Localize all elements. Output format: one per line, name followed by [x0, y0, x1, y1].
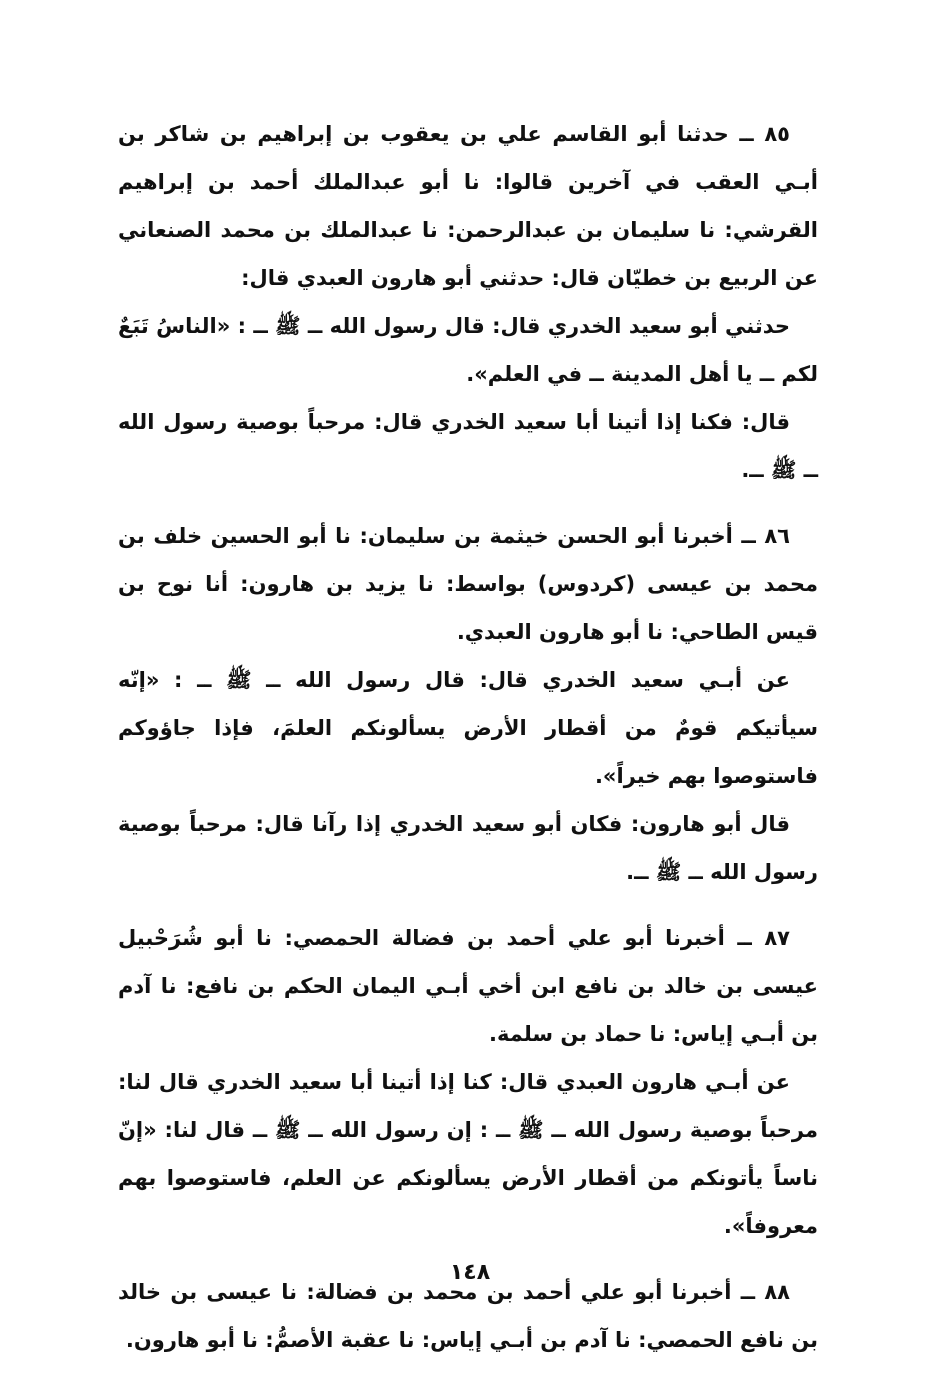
paragraph-hadith-87-isnad: ٨٧ ــ أخبرنا أبو علي أحمد بن فضالة الحمصي: نا أبو شُرَحْبيل عيسى بن خالد بن نافع ابن أخي أبـي اليمان الحكم بن نافع: نا آدم بن أبـي إياس: نا حماد بن سلمة. — [118, 926, 818, 1046]
paragraph-hadith-86-comment: قال أبو هارون: فكان أبو سعيد الخدري إذا رآنا قال: مرحباً بوصية رسول الله ــ ﷺ ــ. — [118, 812, 818, 884]
page-body — [118, 110, 818, 1364]
paragraph-hadith-85-comment: قال: فكنا إذا أتينا أبا سعيد الخدري قال: مرحباً بوصية رسول الله ــ ﷺ ــ. — [118, 410, 818, 482]
paragraph-hadith-86-isnad: ٨٦ ــ أخبرنا أبو الحسن خيثمة بن سليمان: نا أبو الحسين خلف بن محمد بن عيسى (كردوس) بواسط: نا يزيد بن هارون: أنا نوح بن قيس الطاحي: نا أبو هارون العبدي. — [118, 524, 818, 644]
page-number: ١٤٨ — [449, 1260, 491, 1285]
paragraph-hadith-86-matn: عن أبـي سعيد الخدري قال: قال رسول الله ــ ﷺ ــ : «إنّه سيأتيكم قومٌ من أقطار الأرض يسألونكم العلمَ، فإذا جاؤوكم فاستوصوا بهم خيراً». — [118, 668, 818, 788]
paragraph-hadith-87-matn: عن أبـي هارون العبدي قال: كنا إذا أتينا أبا سعيد الخدري قال لنا: مرحباً بوصية رسول الله ــ ﷺ ــ : إن رسول الله ــ ﷺ ــ قال لنا: «إنّ ناساً يأتونكم من أقطار الأرض يسألونكم عن العلم، فاستوصوا بهم معروفاً». — [118, 1070, 818, 1238]
paragraph-hadith-88-isnad: ٨٨ ــ أخبرنا أبو علي أحمد بن محمد بن فضالة: نا عيسى بن خالد بن نافع الحمصي: نا آدم بن أبـي إياس: نا عقبة الأصمُّ: نا أبو هارون. — [118, 1280, 818, 1352]
paragraph-hadith-85-isnad: ٨٥ ــ حدثنا أبو القاسم علي بن يعقوب بن إبراهيم بن شاكر بن أبـي العقب في آخرين قالوا: نا أبو عبدالملك أحمد بن إبراهيم القرشي: نا سليمان بن عبدالرحمن: نا عبدالملك بن محمد الصنعاني عن الربيع بن خطيّان قال: حدثني أبو هارون العبدي قال: — [118, 122, 818, 290]
paragraph-hadith-85-matn: حدثني أبو سعيد الخدري قال: قال رسول الله ــ ﷺ ــ : «الناسُ تَبَعٌ لكم ــ يا أهل المدينة ــ في العلم». — [118, 314, 818, 386]
